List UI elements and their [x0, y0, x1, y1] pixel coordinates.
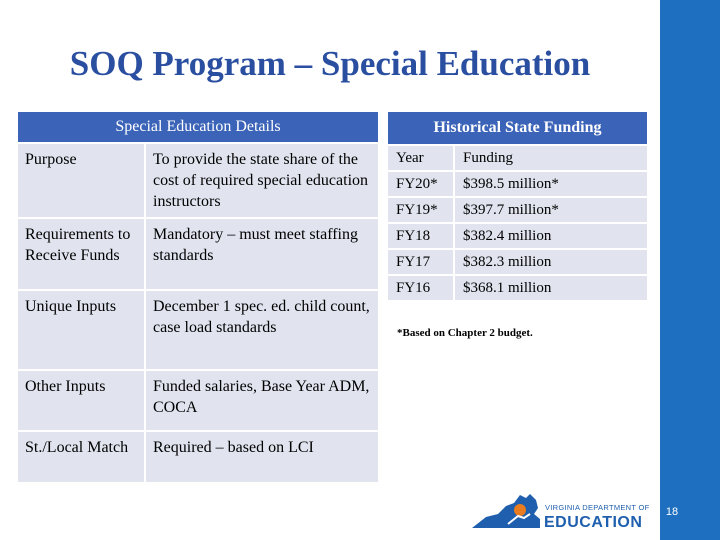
row-label-local-match: St./Local Match	[18, 431, 145, 482]
row-label-unique-inputs: Unique Inputs	[18, 290, 145, 370]
table-row	[388, 223, 647, 249]
row-value-requirements: Mandatory – must meet staffing standards	[145, 218, 378, 290]
sun-icon	[514, 504, 526, 516]
funding-cell: $368.1 million	[454, 275, 647, 300]
funding-cell: $382.4 million	[454, 223, 647, 249]
funding-cell: $397.7 million*	[454, 197, 647, 223]
funding-cell: $382.3 million	[454, 249, 647, 275]
row-value-unique-inputs: December 1 spec. ed. child count, case load standards	[145, 290, 378, 370]
page-number: 18	[665, 506, 679, 518]
budget-footnote: *Based on Chapter 2 budget.	[397, 327, 533, 339]
virginia-state-shape-icon	[472, 494, 540, 528]
table-row	[18, 218, 378, 290]
special-education-details-table	[18, 112, 378, 482]
logo-line1: VIRGINIA DEPARTMENT OF	[545, 503, 650, 512]
table-row	[388, 197, 647, 223]
year-cell: FY17	[388, 249, 454, 275]
funding-table-header: Historical State Funding	[388, 112, 647, 145]
table-row	[18, 431, 378, 482]
row-value-local-match: Required – based on LCI	[145, 431, 378, 482]
historical-state-funding-table	[388, 112, 647, 300]
table-row	[388, 275, 647, 300]
logo-line2: EDUCATION	[544, 514, 643, 531]
table-header-row	[388, 145, 647, 171]
row-label-purpose: Purpose	[18, 143, 145, 218]
table-row	[18, 370, 378, 431]
column-header-funding: Funding	[454, 145, 647, 171]
table-row	[388, 171, 647, 197]
column-header-year: Year	[388, 145, 454, 171]
right-accent-bar	[660, 0, 720, 540]
year-cell: FY18	[388, 223, 454, 249]
row-label-requirements: Requirements to Receive Funds	[18, 218, 145, 290]
funding-cell: $398.5 million*	[454, 171, 647, 197]
year-cell: FY19*	[388, 197, 454, 223]
row-value-purpose: To provide the state share of the cost of required special education instructors	[145, 143, 378, 218]
details-table-header: Special Education Details	[18, 112, 378, 143]
table-row	[18, 143, 378, 218]
vdoe-logo	[470, 492, 656, 532]
table-row	[388, 249, 647, 275]
slide-title: SOQ Program – Special Education	[69, 44, 591, 83]
year-cell: FY16	[388, 275, 454, 300]
row-label-other-inputs: Other Inputs	[18, 370, 145, 431]
table-row	[18, 290, 378, 370]
row-value-other-inputs: Funded salaries, Base Year ADM, COCA	[145, 370, 378, 431]
year-cell: FY20*	[388, 171, 454, 197]
